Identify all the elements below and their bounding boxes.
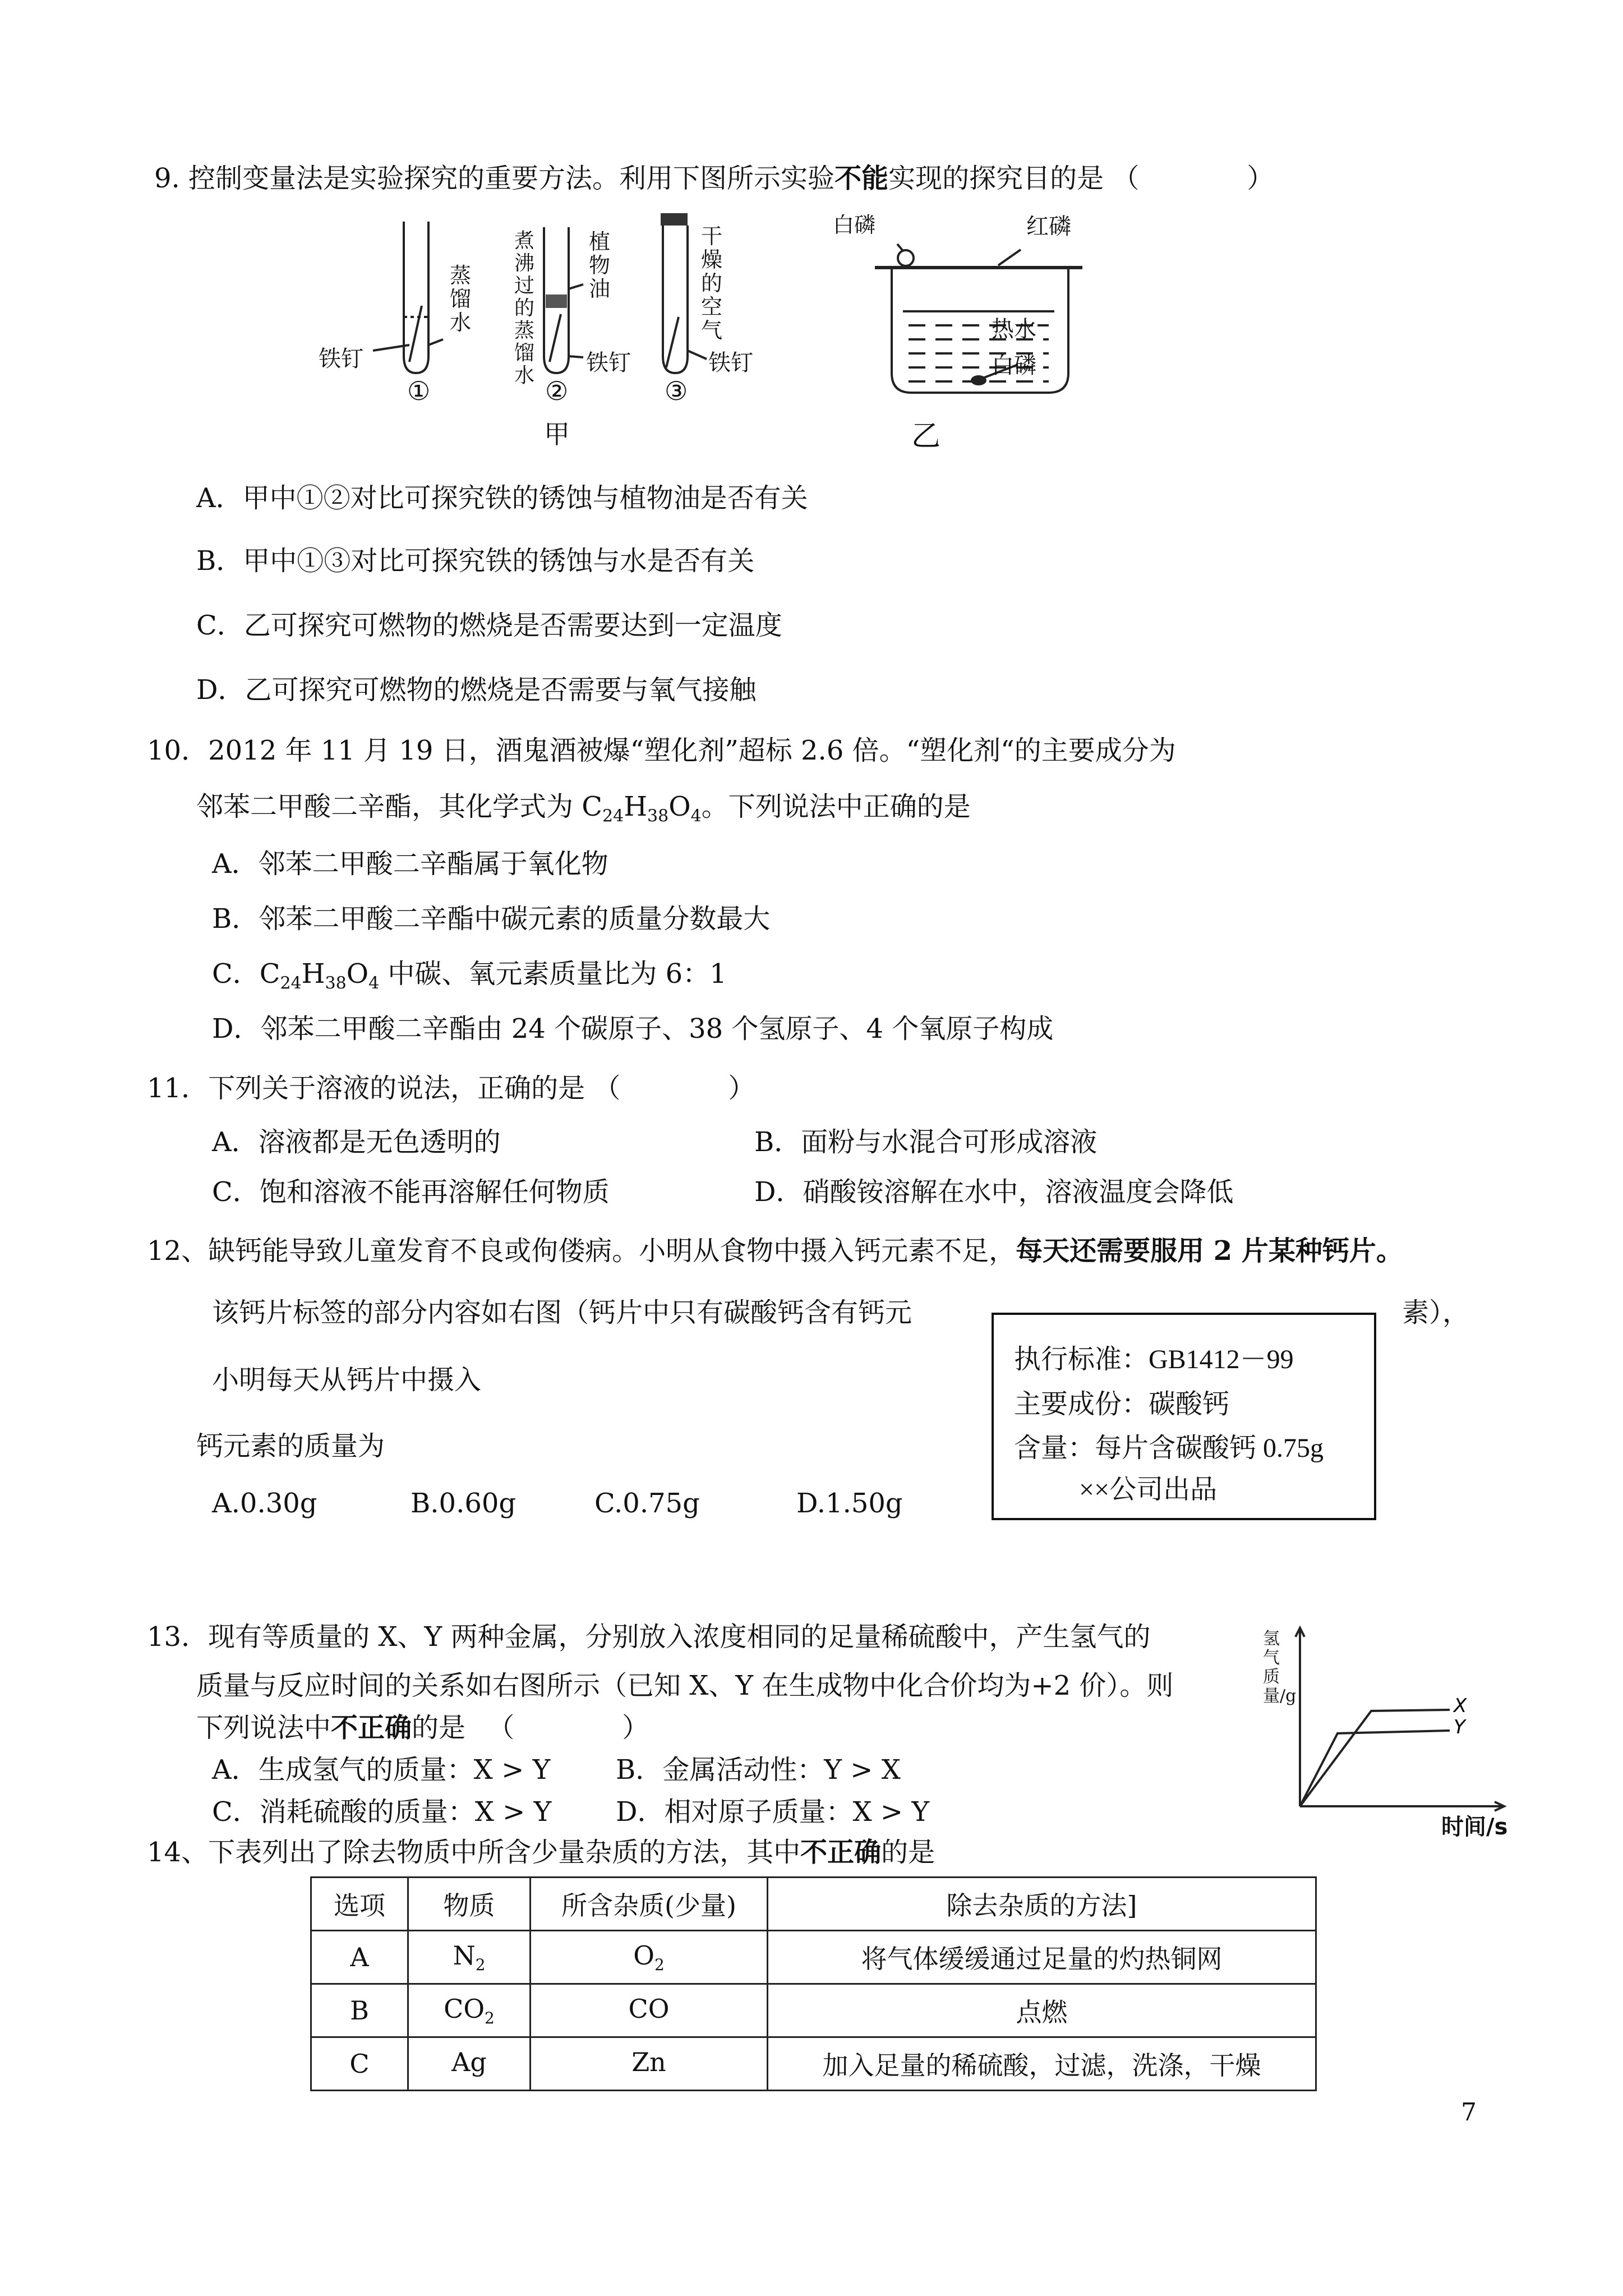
- beaker: [892, 269, 1068, 393]
- cell-impurity: CO: [531, 1984, 768, 2037]
- test-tube-1: [404, 222, 428, 373]
- q11-option-c: C．饱和溶液不能再溶解任何物质: [212, 1176, 610, 1208]
- fig-label-white-p2: 白磷: [992, 353, 1036, 379]
- cell-impurity: Zn: [531, 2037, 768, 2091]
- q12-option-c: C.0.75g: [594, 1488, 700, 1519]
- cell-impurity: $O_2$: [531, 1931, 768, 1984]
- fig-label-jia: 甲: [544, 419, 570, 449]
- fig-label-nail3: 铁钉: [708, 350, 753, 376]
- label-ingredient: 主要成份：碳酸钙: [1014, 1389, 1230, 1419]
- fig-label-boiled-water: 煮沸过的蒸馏水: [514, 229, 535, 387]
- q11-option-a: A．溶液都是无色透明的: [212, 1126, 501, 1158]
- q13-option-a: A．生成氢气的质量：X > Y: [212, 1754, 551, 1786]
- q11-stem: 11．下列关于溶液的说法，正确的是 （ ）: [147, 1073, 755, 1104]
- cell-substance: Ag: [408, 2037, 531, 2091]
- q9-option-b: B．甲中①③对比可探究铁的锈蚀与水是否有关: [196, 545, 755, 577]
- cell-method: 加入足量的稀硫酸，过滤，洗涤，干燥: [768, 2037, 1316, 2091]
- q10-option-c: C．$C_{24}H_{38}O_4$ 中碳、氧元素质量比为 6：1: [212, 958, 727, 993]
- q12-option-a: A.0.30g: [212, 1488, 317, 1519]
- impurity-table: [310, 1876, 1317, 2091]
- q11-option-d: D．硝酸铵溶解在水中，溶液温度会降低: [754, 1176, 1234, 1208]
- table-row: [311, 1931, 1316, 1984]
- q10-stem-line2: 邻苯二甲酸二辛酯，其化学式为 $C_{24}H_{38}O_4$。下列说法中正确的是: [196, 791, 971, 826]
- graph-x-label: 时间/s: [1441, 1814, 1508, 1840]
- fig-label-white-p1: 白磷: [833, 213, 876, 237]
- iron-nail-1: [409, 306, 422, 362]
- header-impurity: 所含杂质(少量): [531, 1878, 768, 1931]
- page-number: 7: [1461, 2098, 1477, 2127]
- label-standard: 执行标准：GB1412－99: [1014, 1345, 1294, 1374]
- q12-option-b: B.0.60g: [411, 1488, 517, 1519]
- cell-option: B: [311, 1984, 408, 2037]
- fig-label-tube3: ③: [665, 376, 688, 406]
- q9-option-d: D．乙可探究可燃物的燃烧是否需要与氧气接触: [196, 674, 757, 706]
- q11-option-b: B．面粉与水混合可形成溶液: [754, 1126, 1098, 1158]
- q13-hydrogen-graph: [1256, 1621, 1525, 1834]
- q12-line2b: 素），: [1402, 1297, 1470, 1328]
- stopper: [661, 213, 688, 226]
- q12-line4: 钙元素的质量为: [196, 1430, 385, 1462]
- q9-option-a: A．甲中①②对比可探究铁的锈蚀与植物油是否有关: [196, 482, 808, 514]
- q12-option-d: D.1.50g: [796, 1488, 903, 1519]
- cell-method: 将气体缓缓通过足量的灼热铜网: [768, 1931, 1316, 1984]
- q9-figure: [320, 210, 1413, 480]
- curve-y-label: Y: [1454, 1716, 1465, 1738]
- q13-line2: 质量与反应时间的关系如右图所示（已知 X、Y 在生成物中化合价均为+2 价）。则: [196, 1670, 1174, 1701]
- iron-nail-3: [666, 317, 679, 367]
- fig-label-yi: 乙: [911, 420, 941, 453]
- cell-substance: $N_2$: [408, 1931, 531, 1984]
- label-content: 含量：每片含碳酸钙 0.75g: [1014, 1433, 1324, 1463]
- q12-line2a: 该钙片标签的部分内容如右图（钙片中只有碳酸钙含有钙元: [212, 1297, 912, 1328]
- calcium-tablet-label: [992, 1313, 1376, 1520]
- cell-option: C: [311, 2037, 408, 2091]
- cell-option: A: [311, 1931, 408, 1984]
- curve-y: [1300, 1731, 1450, 1806]
- fig-label-red-p: 红磷: [1026, 214, 1071, 240]
- q13-option-c: C．消耗硫酸的质量：X > Y: [212, 1796, 552, 1828]
- fig-label-nail1: 铁钉: [319, 346, 363, 372]
- label-company: ××公司出品: [1079, 1475, 1218, 1504]
- q9-stem: 9. 控制变量法是实验探究的重要方法。利用下图所示实验不能实现的探究目的是 （ ）: [154, 163, 1274, 194]
- fig-label-oil: 植物油: [589, 229, 611, 301]
- q12-stem: 12、缺钙能导致儿童发育不良或佝偻病。小明从食物中摄入钙元素不足，每天还需要服用 2 片某种钙片。: [147, 1235, 1403, 1267]
- q10-option-b: B．邻苯二甲酸二辛酯中碳元素的质量分数最大: [212, 903, 771, 935]
- fig-label-tube2: ②: [545, 376, 569, 406]
- q10-option-d: D．邻苯二甲酸二辛酯由 24 个碳原子、38 个氢原子、4 个氧原子构成: [212, 1013, 1054, 1045]
- cell-substance: $CO_2$: [408, 1984, 531, 2037]
- fig-label-dry-air: 干燥的空气: [701, 224, 723, 343]
- q10-stem-line1: 10．2012 年 11 月 19 日，酒鬼酒被爆“塑化剂”超标 2.6 倍。“塑化剂“的主要成分为: [147, 735, 1176, 766]
- q13-line1: 13．现有等质量的 X、Y 两种金属，分别放入浓度相同的足量稀硫酸中，产生氢气的: [147, 1621, 1151, 1653]
- q14-stem: 14、下表列出了除去物质中所含少量杂质的方法，其中不正确的是: [147, 1837, 935, 1868]
- table-row: [311, 1984, 1316, 2037]
- curve-x-label: X: [1454, 1695, 1467, 1717]
- fig-label-water1: 蒸馏水: [450, 263, 472, 335]
- white-phosphorus-top: [898, 250, 914, 266]
- table-header-row: [311, 1878, 1316, 1931]
- test-tube-3: [663, 226, 688, 373]
- fig-label-hot-water: 热水: [992, 316, 1036, 342]
- q9-option-c: C．乙可探究可燃物的燃烧是否需要达到一定温度: [196, 610, 782, 641]
- table-row: [311, 2037, 1316, 2091]
- header-method: 除去杂质的方法]: [768, 1878, 1316, 1931]
- graph-y-label: 氢气质量/g: [1263, 1629, 1297, 1706]
- cell-method: 点燃: [768, 1984, 1316, 2037]
- q13-option-d: D．相对原子质量：X > Y: [616, 1796, 930, 1828]
- q13-line3: 下列说法中不正确的是 （ ）: [196, 1712, 649, 1743]
- white-phosphorus-water: [971, 375, 986, 385]
- header-substance: 物质: [408, 1878, 531, 1931]
- curve-x: [1300, 1710, 1450, 1806]
- q10-option-a: A．邻苯二甲酸二辛酯属于氧化物: [212, 848, 608, 880]
- header-option: 选项: [311, 1878, 408, 1931]
- q13-option-b: B．金属活动性：Y > X: [616, 1754, 901, 1786]
- iron-nail-2: [550, 314, 561, 362]
- q12-line3: 小明每天从钙片中摄入: [212, 1364, 482, 1396]
- fig-label-nail2: 铁钉: [586, 350, 631, 376]
- fig-label-tube1: ①: [407, 376, 431, 406]
